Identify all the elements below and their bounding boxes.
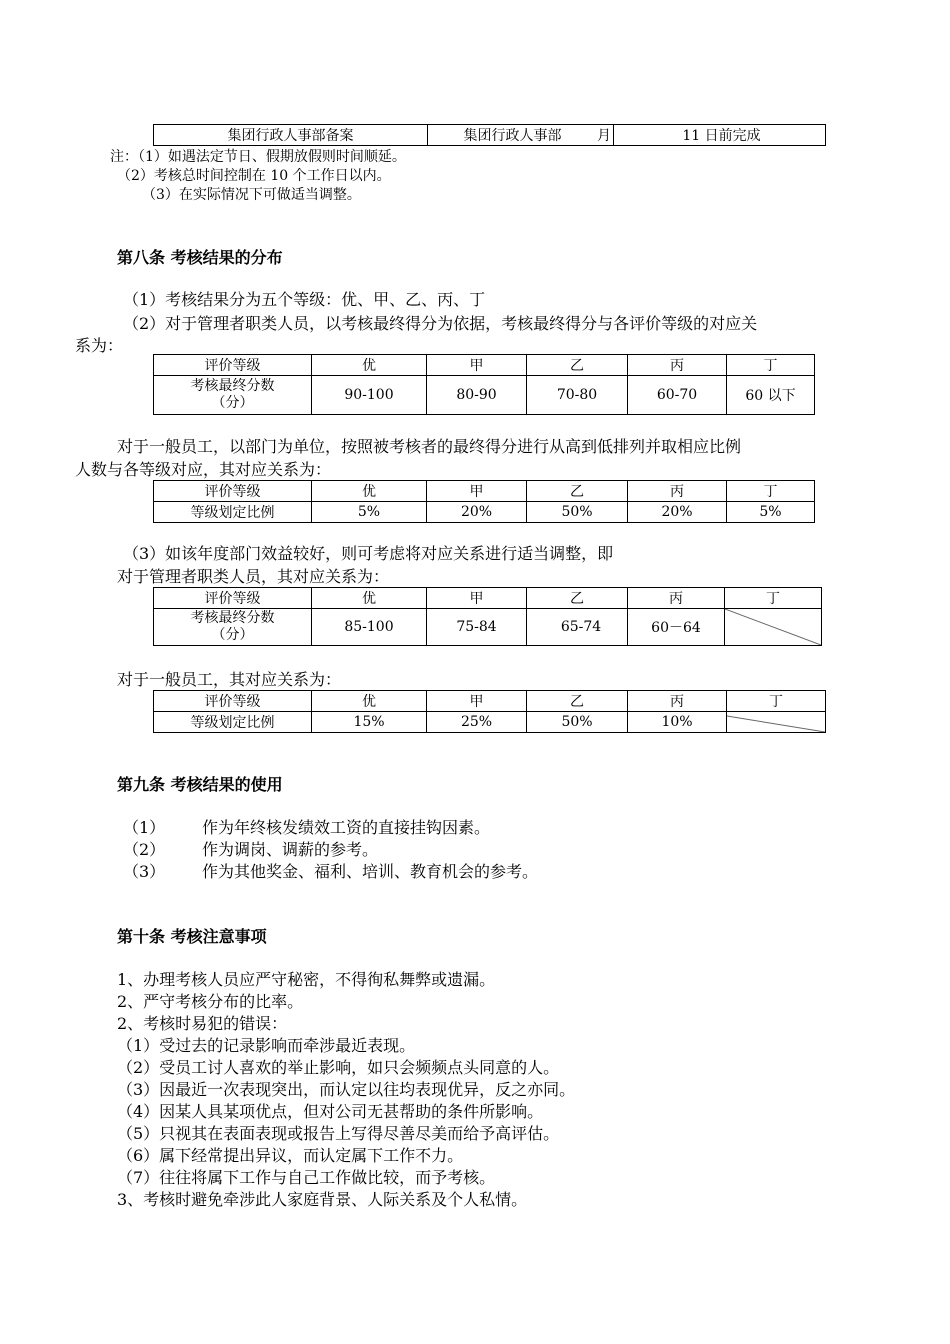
article8-para-2a: （2）对于管理者职类人员，以考核最终得分为依据，考核最终得分与各评价等级的对应关 xyxy=(123,314,758,333)
t2-cell-3: 50% xyxy=(527,502,628,523)
t1-cell-3: 70-80 xyxy=(527,376,628,415)
t4-cell-1: 15% xyxy=(312,712,427,733)
article9-title: 第九条 考核结果的使用 xyxy=(117,775,283,794)
article10-line-1: 1、办理考核人员应严守秘密，不得徇私舞弊或遗漏。 xyxy=(117,970,496,989)
t2-row-label: 等级划定比例 xyxy=(154,502,312,523)
t2-header-3: 乙 xyxy=(527,481,628,502)
top-table-cell-1: 集团行政人事部备案 xyxy=(154,125,428,146)
t1-header-1: 优 xyxy=(312,355,427,376)
t3-row-label xyxy=(154,609,312,646)
article10-line-8: （5）只视其在表面表现或报告上写得尽善尽美而给予高评估。 xyxy=(117,1124,560,1143)
t2-cell-1: 5% xyxy=(312,502,427,523)
t2-cell-4: 20% xyxy=(628,502,727,523)
article9-item-3-num: （3） xyxy=(123,862,166,881)
article8-para-5: 对于一般员工，其对应关系为： xyxy=(117,670,342,689)
article9-item-3-text: 作为其他奖金、福利、培训、教育机会的参考。 xyxy=(202,862,539,881)
t4-cell-5-empty xyxy=(727,712,826,733)
adjusted-employee-ratio-table xyxy=(153,690,826,733)
t2-header-2: 甲 xyxy=(427,481,527,502)
t4-row-label: 等级划定比例 xyxy=(154,712,312,733)
employee-ratio-table xyxy=(153,480,815,523)
t3-header-0: 评价等级 xyxy=(154,588,312,609)
t1-row-label xyxy=(154,376,312,415)
article10-line-6: （3）因最近一次表现突出，而认定以往均表现优异，反之亦同。 xyxy=(117,1080,576,1099)
top-table-cell-2-text: 集团行政人事部 xyxy=(463,128,562,144)
t4-header-5: 丁 xyxy=(727,691,826,712)
t1-row-label-line-2: （分） xyxy=(211,395,254,411)
t2-header-4: 丙 xyxy=(628,481,727,502)
t1-cell-2: 80-90 xyxy=(427,376,527,415)
adjusted-manager-score-table xyxy=(153,587,822,646)
article9-item-1-num: （1） xyxy=(123,818,166,837)
top-table-cell-2 xyxy=(428,125,614,146)
top-table-cell-3: 11 日前完成 xyxy=(614,125,826,146)
article8-title: 第八条 考核结果的分布 xyxy=(117,248,283,267)
t1-cell-1: 90-100 xyxy=(312,376,427,415)
article10-line-5: （2）受员工讨人喜欢的举止影响，如只会频频点头同意的人。 xyxy=(117,1058,560,1077)
article9-item-2-text: 作为调岗、调薪的参考。 xyxy=(202,840,379,859)
t1-header-0: 评价等级 xyxy=(154,355,312,376)
t4-cell-2: 25% xyxy=(427,712,527,733)
article10-line-11: 3、考核时避免牵涉此人家庭背景、人际关系及个人私情。 xyxy=(117,1190,528,1209)
t4-header-0: 评价等级 xyxy=(154,691,312,712)
article9-item-1-text: 作为年终核发绩效工资的直接挂钩因素。 xyxy=(202,818,491,837)
note-line-2: （2）考核总时间控制在 10 个工作日以内。 xyxy=(117,168,391,184)
t3-cell-3: 65-74 xyxy=(527,609,628,646)
t3-cell-2: 75-84 xyxy=(427,609,527,646)
t1-cell-4: 60-70 xyxy=(628,376,727,415)
article9-item-2-num: （2） xyxy=(123,840,166,859)
t2-header-5: 丁 xyxy=(727,481,815,502)
t4-cell-4: 10% xyxy=(628,712,727,733)
t3-header-4: 丙 xyxy=(628,588,725,609)
t3-row-label-line-2: （分） xyxy=(211,627,254,643)
article8-para-4a: （3）如该年度部门效益较好，则可考虑将对应关系进行适当调整，即 xyxy=(123,544,614,563)
t2-header-0: 评价等级 xyxy=(154,481,312,502)
t3-row-label-line-1: 考核最终分数 xyxy=(190,610,275,626)
t3-cell-4: 60－64 xyxy=(628,609,725,646)
t2-cell-5: 5% xyxy=(727,502,815,523)
t3-cell-1: 85-100 xyxy=(312,609,427,646)
t1-header-2: 甲 xyxy=(427,355,527,376)
t1-header-3: 乙 xyxy=(527,355,628,376)
article8-para-4b: 对于管理者职类人员，其对应关系为： xyxy=(117,567,390,586)
diagonal-slash-line xyxy=(725,609,821,645)
t3-header-3: 乙 xyxy=(527,588,628,609)
article8-para-3a: 对于一般员工，以部门为单位，按照被考核者的最终得分进行从高到低排列并取相应比例 xyxy=(117,437,742,456)
article10-line-2: 2、严守考核分布的比率。 xyxy=(117,992,304,1011)
t3-cell-5-empty xyxy=(725,609,822,646)
t4-header-1: 优 xyxy=(312,691,427,712)
note-line-3: （3）在实际情况下可做适当调整。 xyxy=(142,187,361,203)
article10-title: 第十条 考核注意事项 xyxy=(117,927,267,946)
top-schedule-table xyxy=(153,124,826,146)
manager-score-table xyxy=(153,354,815,415)
t4-header-3: 乙 xyxy=(527,691,628,712)
diagonal-slash-line xyxy=(727,712,825,732)
article10-line-10: （7）往往将属下工作与自己工作做比较，而予考核。 xyxy=(117,1168,496,1187)
article10-line-9: （6）属下经常提出异议，而认定属下工作不力。 xyxy=(117,1146,464,1165)
t3-header-5: 丁 xyxy=(725,588,822,609)
top-table-cell-2-tail: 月 xyxy=(597,128,611,144)
t1-cell-5: 60 以下 xyxy=(727,376,815,415)
t2-header-1: 优 xyxy=(312,481,427,502)
t1-header-5: 丁 xyxy=(727,355,815,376)
t2-cell-2: 20% xyxy=(427,502,527,523)
article8-para-3b: 人数与各等级对应，其对应关系为： xyxy=(75,460,332,479)
t1-header-4: 丙 xyxy=(628,355,727,376)
t1-row-label-line-1: 考核最终分数 xyxy=(190,378,275,394)
t3-header-2: 甲 xyxy=(427,588,527,609)
article8-para-1: （1）考核结果分为五个等级：优、甲、乙、丙、丁 xyxy=(123,290,486,309)
article10-line-3: 2、考核时易犯的错误： xyxy=(117,1014,288,1033)
article10-line-4: （1）受过去的记录影响而牵涉最近表现。 xyxy=(117,1036,416,1055)
t4-cell-3: 50% xyxy=(527,712,628,733)
t4-header-2: 甲 xyxy=(427,691,527,712)
t4-header-4: 丙 xyxy=(628,691,727,712)
article8-para-2b: 系为： xyxy=(75,336,124,355)
note-line-1: 注：（1）如遇法定节日、假期放假则时间顺延。 xyxy=(110,149,406,165)
article10-line-7: （4）因某人具某项优点，但对公司无甚帮助的条件所影响。 xyxy=(117,1102,544,1121)
t3-header-1: 优 xyxy=(312,588,427,609)
